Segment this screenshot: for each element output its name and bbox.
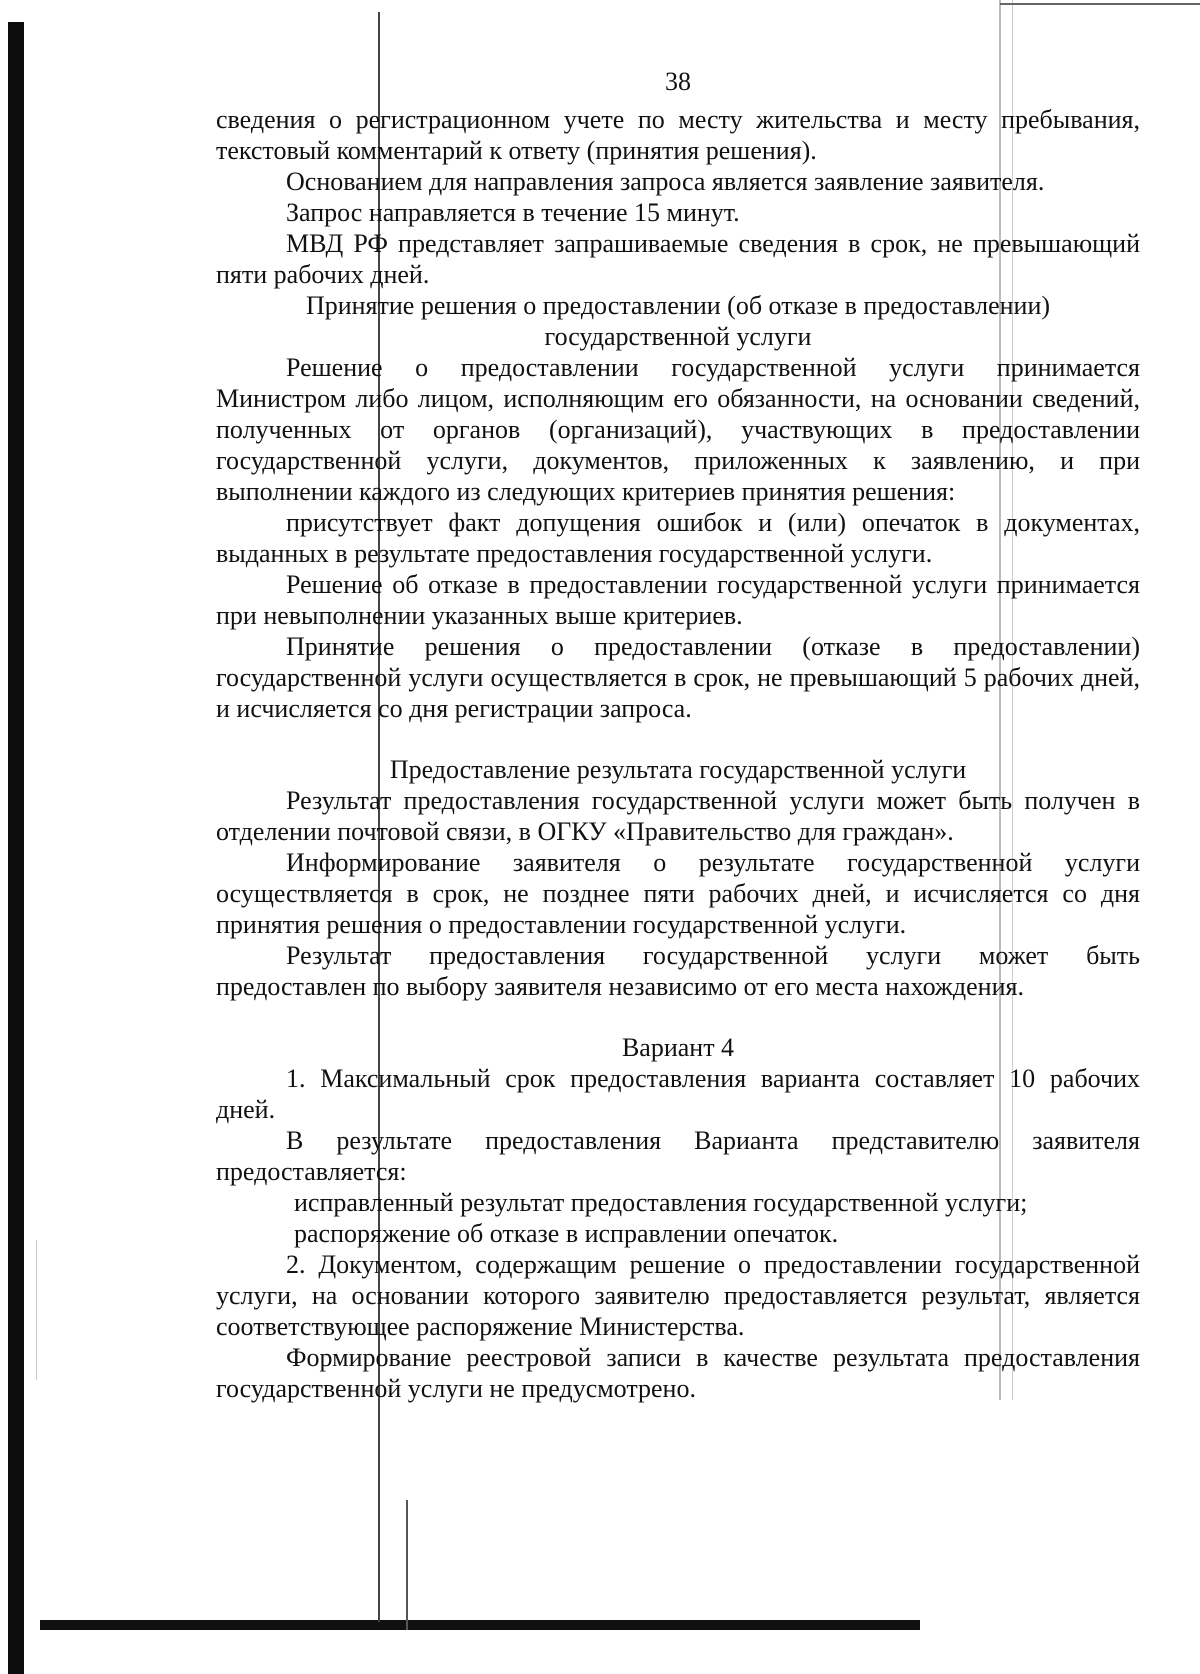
- paragraph: Принятие решения о предоставлении (отказе в предоставлении) государственной услуги осуществляется в срок, не превышающий 5 рабочих дней, и исчисляется со дня регистрации запроса.: [216, 632, 1140, 723]
- paragraph: 2. Документом, содержащим решение о предоставлении государственной услуги, на основании которого заявителю предоставляется результат, является соответствующее распоряжение Министерства.: [216, 1250, 1140, 1341]
- paragraph: Результат предоставления государственной услуги может быть предоставлен по выбору заявителя независимо от его места нахождения.: [216, 941, 1140, 1001]
- list-item: исправленный результат предоставления государственной услуги;: [294, 1188, 1028, 1217]
- section-heading: Принятие решения о предоставлении (об отказе в предоставлении): [305, 291, 1051, 320]
- scan-edge-left: [8, 22, 24, 1674]
- section-heading: государственной услуги: [544, 322, 812, 351]
- paragraph: В результате предоставления Варианта представителю заявителя предоставляется:: [216, 1126, 1140, 1186]
- paragraph: Формирование реестровой записи в качестве результата предоставления государственной услуги не предусмотрено.: [216, 1343, 1140, 1403]
- paragraph: МВД РФ представляет запрашиваемые сведения в срок, не превышающий пяти рабочих дней.: [216, 229, 1140, 289]
- scan-fold-line: [406, 1500, 408, 1630]
- document-page: [216, 60, 1140, 1404]
- paragraph: 1. Максимальный срок предоставления варианта составляет 10 рабочих дней.: [216, 1064, 1140, 1124]
- paragraph: сведения о регистрационном учете по месту жительства и месту пребывания, текстовый комментарий к ответу (принятия решения).: [216, 105, 1140, 165]
- scan-edge-bottom: [40, 1620, 920, 1630]
- scan-mark: [36, 1240, 37, 1380]
- paragraph: Основанием для направления запроса является заявление заявителя.: [286, 167, 1045, 196]
- paragraph: присутствует факт допущения ошибок и (или) опечаток в документах, выданных в результате предоставления государственной услуги.: [216, 508, 1140, 568]
- section-heading: Предоставление результата государственной услуги: [389, 755, 967, 784]
- page-number: 38: [665, 67, 691, 96]
- paragraph: Запрос направляется в течение 15 минут.: [286, 198, 740, 227]
- list-item: распоряжение об отказе в исправлении опечаток.: [294, 1219, 839, 1248]
- spacer: [216, 724, 1140, 754]
- spacer: [216, 1002, 1140, 1032]
- paragraph: Решение о предоставлении государственной услуги принимается Министром либо лицом, исполняющим его обязанности, на основании сведений, полученных от органов (организаций), участвующих в предоставлении государственной услуги, документов, приложенных к заявлению, и при выполнении каждого из следующих критериев принятия решения:: [216, 353, 1140, 506]
- paragraph: Результат предоставления государственной услуги может быть получен в отделении почтовой связи, в ОГКУ «Правительство для граждан».: [216, 786, 1140, 846]
- paragraph: Решение об отказе в предоставлении государственной услуги принимается при невыполнении указанных выше критериев.: [216, 570, 1140, 630]
- paragraph: Информирование заявителя о результате государственной услуги осуществляется в срок, не позднее пяти рабочих дней, и исчисляется со дня принятия решения о предоставлении государственной услуги.: [216, 848, 1140, 939]
- scan-edge-top: [1000, 3, 1200, 5]
- section-heading: Вариант 4: [621, 1033, 735, 1062]
